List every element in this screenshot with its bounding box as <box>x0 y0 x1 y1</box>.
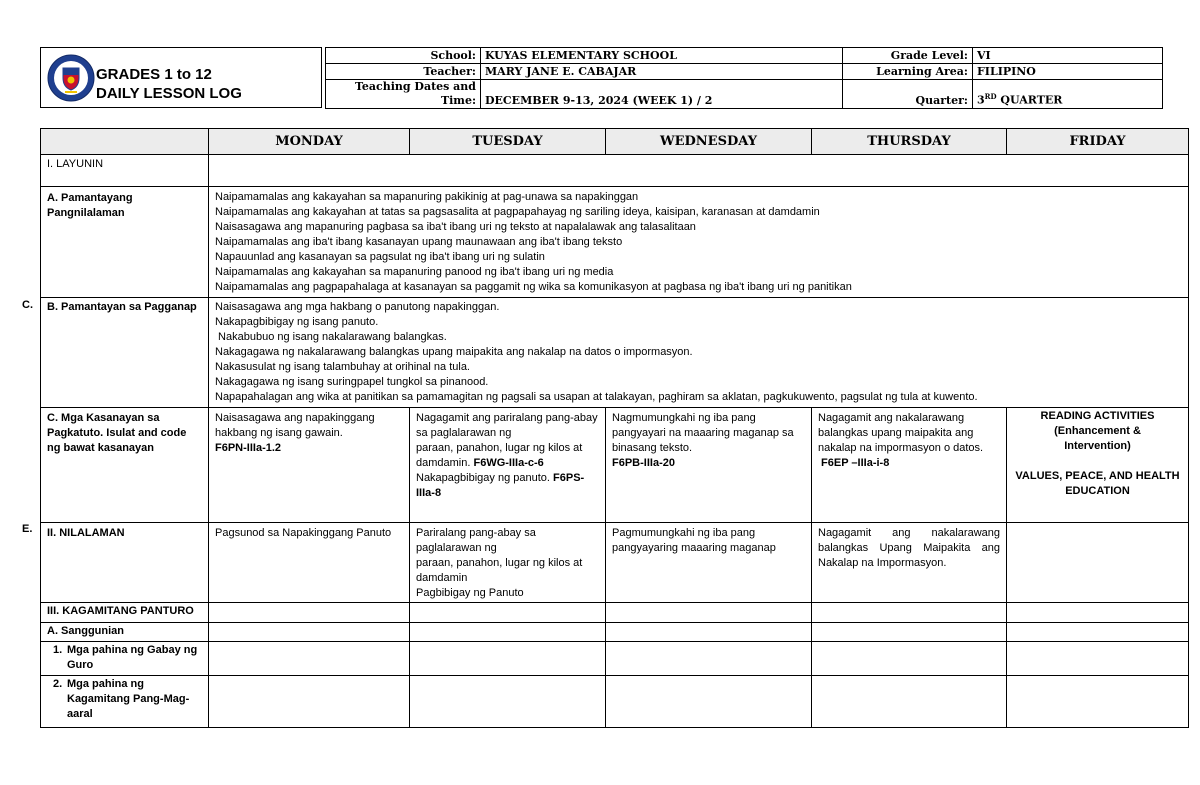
gabay-number: 1. <box>53 644 63 656</box>
pagganap-line-5: Nakasusulat ng isang talambuhay at orihinal na tula. <box>215 361 470 373</box>
friday-values-education: VALUES, PEACE, AND HEALTH EDUCATION <box>1015 470 1180 497</box>
nilalaman-row <box>41 523 1189 603</box>
day-friday: FRIDAY <box>1007 129 1189 155</box>
nilalaman-tuesday-3: Pagbibigay ng Panuto <box>416 587 524 599</box>
lesson-log-table <box>40 128 1189 728</box>
teacher-value: MARY JANE E. CABAJAR <box>481 64 843 80</box>
pamantayang-line-5: Napauunlad ang kasanayan sa pagsulat ng iba't ibang uri ng sulatin <box>215 251 545 263</box>
title-line-2: DAILY LESSON LOG <box>96 85 242 102</box>
header-title-box <box>40 47 322 108</box>
kasanayan-tuesday-code-2: F6PS-IIIa-8 <box>416 472 585 499</box>
gabay-text: Mga pahina ng Gabay ng Guro <box>67 644 198 671</box>
layunin-content <box>209 155 1189 187</box>
side-letter-e: E. <box>22 523 33 535</box>
kagamitan-label: III. KAGAMITANG PANTURO <box>41 603 209 623</box>
nilalaman-monday: Pagsunod sa Napakinggang Panuto <box>209 523 410 603</box>
gabay-thursday <box>812 642 1007 676</box>
pagganap-line-2: Nakapagbibigay ng isang panuto. <box>215 316 379 328</box>
nilalaman-tuesday-2: paraan, panahon, lugar ng kilos at damdamin <box>416 557 583 584</box>
quarter-ordinal: RD <box>984 92 997 102</box>
day-wednesday: WEDNESDAY <box>606 129 812 155</box>
kasanayan-monday <box>209 408 410 523</box>
kasanayan-thursday-text: Nagagamit ang nakalarawang balangkas upang maipakita ang nakalap na impormasyon o datos. <box>818 412 984 454</box>
pagganap-line-6: Nakagagawa ng isang suringpapel tungkol sa pinanood. <box>215 376 489 388</box>
pamantayang-line-7: Naipamamalas ang pagpapahalaga at kasanayan sa paggamit ng wika sa komunikasyon at pagbasa ng iba't ibang uri ng panitikan <box>215 281 852 293</box>
nilalaman-friday <box>1007 523 1189 603</box>
kagamitan-row <box>41 603 1189 623</box>
day-header-row <box>41 129 1189 155</box>
side-letter-c: C. <box>22 299 33 311</box>
pagganap-line-4: Nakagagawa ng nakalarawang balangkas upang maipakita ang nakalap na datos o impormasyon. <box>215 346 693 358</box>
teaching-dates-label-2: Time: <box>440 94 476 107</box>
sanggunian-row <box>41 623 1189 642</box>
gabay-friday <box>1007 642 1189 676</box>
pamantayang-line-6: Naipamamalas ang kakayahan sa mapanuring panood ng iba't ibang uri ng media <box>215 266 614 278</box>
pamantayang-line-3: Naisasagawa ang mapanuring pagbasa sa iba't ibang uri ng teksto at napalalawak ang talasalitaan <box>215 221 696 233</box>
pangmag-number: 2. <box>53 678 63 690</box>
kasanayan-tuesday-text-1: Nagagamit ang pariralang pang-abay sa paglalarawan ng <box>416 412 598 439</box>
kasanayan-wednesday-text: Nagmumungkahi ng iba pang pangyayari na maaaring maganap sa binasang teksto. <box>612 412 794 454</box>
kasanayan-tuesday-text-2: paraan, panahon, lugar ng kilos at damdamin. <box>416 442 583 469</box>
day-tuesday: TUESDAY <box>410 129 606 155</box>
gabay-wednesday <box>606 642 812 676</box>
pamantayang-label: A. Pamantayang Pangnilalaman <box>41 187 209 298</box>
kasanayan-thursday <box>812 408 1007 523</box>
day-thursday: THURSDAY <box>812 129 1007 155</box>
gabay-tuesday <box>410 642 606 676</box>
kagamitan-monday <box>209 603 410 623</box>
quarter-text: QUARTER <box>996 94 1063 107</box>
pamantayang-line-4: Naipamamalas ang iba't ibang kasanayan upang maunawaan ang iba't ibang teksto <box>215 236 623 248</box>
nilalaman-tuesday-1: Pariralang pang-abay sa paglalarawan ng <box>416 527 536 554</box>
pamantayang-line-1: Naipamamalas ang kakayahan sa mapanuring pakikinig at pag-unawa sa napakinggan <box>215 191 639 203</box>
nilalaman-thursday: Nagagamit ang nakalarawang balangkas Upang Maipakita ang Nakalap na Impormasyon. <box>812 523 1007 603</box>
pagganap-line-1: Naisasagawa ang mga hakbang o panutong napakinggan. <box>215 301 500 313</box>
pamantayang-row <box>41 187 1189 298</box>
pangmag-thursday <box>812 676 1007 728</box>
grade-level-label: Grade Level: <box>843 48 973 64</box>
school-label: School: <box>326 48 481 64</box>
friday-reading-activities: READING ACTIVITIES <box>1040 410 1155 422</box>
pangmag-monday <box>209 676 410 728</box>
day-monday: MONDAY <box>209 129 410 155</box>
pagganap-row <box>41 298 1189 408</box>
teaching-dates-label <box>326 80 481 109</box>
sanggunian-thursday <box>812 623 1007 642</box>
kasanayan-monday-text: Naisasagawa ang napakinggang hakbang ng isang gawain. <box>215 412 375 439</box>
pagganap-content <box>209 298 1189 408</box>
nilalaman-tuesday <box>410 523 606 603</box>
kasanayan-label: C. Mga Kasanayan sa Pagkatuto. Isulat and code ng bawat kasanayan <box>41 408 209 523</box>
sanggunian-friday <box>1007 623 1189 642</box>
page-title <box>96 65 242 103</box>
friday-intervention: Intervention) <box>1064 440 1131 452</box>
kasanayan-tuesday-text-3: Nakapagbibigay ng panuto. <box>416 472 550 484</box>
kasanayan-friday <box>1007 408 1189 523</box>
kagamitan-tuesday <box>410 603 606 623</box>
pagganap-line-3: Nakabubuo ng isang nakalarawang balangkas. <box>215 331 447 343</box>
sanggunian-label: A. Sanggunian <box>41 623 209 642</box>
pangmag-label <box>41 676 209 728</box>
school-value: KUYAS ELEMENTARY SCHOOL <box>481 48 843 64</box>
teaching-dates-value: DECEMBER 9-13, 2024 (WEEK 1) / 2 <box>481 80 843 109</box>
kasanayan-row <box>41 408 1189 523</box>
header-info-table <box>325 47 1163 109</box>
quarter-value <box>973 80 1163 109</box>
sanggunian-monday <box>209 623 410 642</box>
title-line-1: GRADES 1 to 12 <box>96 66 212 83</box>
kasanayan-thursday-code: F6EP –IIIa-i-8 <box>818 457 890 469</box>
pagganap-line-7: Napapahalagan ang wika at panitikan sa pamamagitan ng pagsali sa usapan at talakayan, paghiram sa aklatan, pagkukuwento, pagsulat ng tula at kuwento. <box>215 391 978 403</box>
pangmag-text: Mga pahina ng Kagamitang Pang-Mag-aaral <box>67 678 190 720</box>
day-header-blank <box>41 129 209 155</box>
sanggunian-tuesday <box>410 623 606 642</box>
pangmag-tuesday <box>410 676 606 728</box>
gabay-row <box>41 642 1189 676</box>
gabay-label <box>41 642 209 676</box>
gabay-monday <box>209 642 410 676</box>
kasanayan-wednesday-code: F6PB-IIIa-20 <box>612 457 675 469</box>
pangmag-row <box>41 676 1189 728</box>
layunin-label: I. LAYUNIN <box>41 155 209 187</box>
learning-area-value: FILIPINO <box>973 64 1163 80</box>
kasanayan-wednesday <box>606 408 812 523</box>
sanggunian-wednesday <box>606 623 812 642</box>
kagamitan-thursday <box>812 603 1007 623</box>
friday-enhancement: (Enhancement & <box>1054 425 1141 437</box>
quarter-label: Quarter: <box>843 80 973 109</box>
learning-area-label: Learning Area: <box>843 64 973 80</box>
layunin-row <box>41 155 1189 187</box>
pangmag-wednesday <box>606 676 812 728</box>
grade-level-value: VI <box>973 48 1163 64</box>
pagganap-label: B. Pamantayan sa Pagganap <box>41 298 209 408</box>
quarter-number: 3 <box>977 94 985 107</box>
pamantayang-line-2: Naipamamalas ang kakayahan at tatas sa pagsasalita at pagpapahayag ng sariling ideya, kaisipan, karanasan at damdamin <box>215 206 820 218</box>
teaching-dates-label-1: Teaching Dates and <box>354 80 476 93</box>
kasanayan-tuesday-code-1: F6WG-IIIa-c-6 <box>473 457 544 469</box>
pangmag-friday <box>1007 676 1189 728</box>
kagamitan-friday <box>1007 603 1189 623</box>
nilalaman-wednesday: Pagmumungkahi ng iba pang pangyayaring maaaring maganap <box>606 523 812 603</box>
deped-seal-icon <box>47 54 95 102</box>
pamantayang-content <box>209 187 1189 298</box>
kagamitan-wednesday <box>606 603 812 623</box>
kasanayan-tuesday <box>410 408 606 523</box>
teacher-label: Teacher: <box>326 64 481 80</box>
nilalaman-label: II. NILALAMAN <box>41 523 209 603</box>
kasanayan-monday-code: F6PN-IIIa-1.2 <box>215 442 282 454</box>
